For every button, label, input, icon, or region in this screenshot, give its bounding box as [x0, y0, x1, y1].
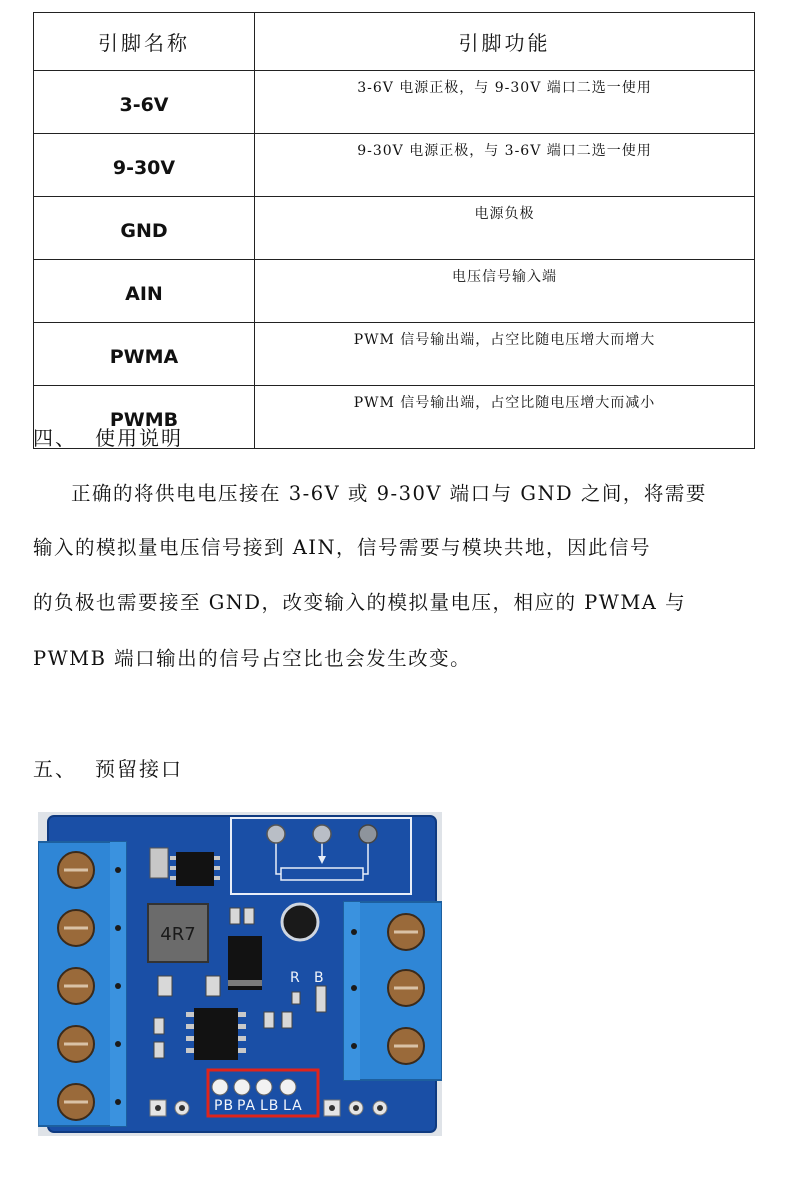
pin-name-cell: PWMB	[34, 386, 255, 449]
reserved-heading-number: 五、	[33, 757, 77, 781]
silk-label-r: R	[290, 970, 300, 986]
pin-name-cell: 3-6V	[34, 71, 255, 134]
header-pin-function: 引脚功能	[255, 13, 755, 71]
regulator-chip	[170, 852, 220, 886]
pin-label-lb: LB	[260, 1098, 280, 1114]
pin-label-la: LA	[283, 1098, 303, 1114]
pin-name-cell: PWMA	[34, 323, 255, 386]
mounting-hole	[282, 904, 318, 940]
pin-label-pb: PB	[214, 1098, 235, 1114]
table-row	[34, 197, 755, 260]
usage-line: PWMB 端口输出的信号占空比也会发生改变。	[33, 647, 472, 670]
pin-function-cell: PWM 信号输出端，占空比随电压增大而减小	[255, 386, 755, 449]
table-row	[34, 323, 755, 386]
right-terminal-block	[344, 902, 442, 1080]
pin-name-cell: 9-30V	[34, 134, 255, 197]
usage-heading-title: 使用说明	[95, 426, 183, 450]
pin-function-cell: 9-30V 电源正极，与 3-6V 端口二选一使用	[255, 134, 755, 197]
table-row	[34, 134, 755, 197]
silk-label-b: B	[314, 970, 324, 986]
inductor-label: 4R7	[160, 924, 196, 945]
table-row	[34, 71, 755, 134]
usage-heading	[33, 422, 183, 451]
pin-function-cell: 3-6V 电源正极，与 9-30V 端口二选一使用	[255, 71, 755, 134]
usage-line: 的负极也需要接至 GND，改变输入的模拟量电压，相应的 PWMA 与	[33, 591, 687, 614]
pin-function-cell: 电源负极	[255, 197, 755, 260]
table-row	[34, 260, 755, 323]
usage-line: 输入的模拟量电压信号接到 AIN，信号需要与模块共地，因此信号	[33, 536, 652, 559]
board-photo	[38, 812, 442, 1136]
pin-label-pa: PA	[237, 1098, 257, 1114]
header-pin-name: 引脚名称	[34, 13, 255, 71]
pin-name-cell: GND	[34, 197, 255, 260]
reserved-heading	[33, 753, 183, 782]
pin-function-cell: 电压信号输入端	[255, 260, 755, 323]
left-terminal-block	[38, 842, 126, 1126]
usage-line: 正确的将供电电压接在 3-6V 或 9-30V 端口与 GND 之间，将需要	[71, 482, 707, 505]
comparator-chip	[186, 1008, 246, 1060]
pin-table	[33, 12, 755, 449]
pin-name-cell: AIN	[34, 260, 255, 323]
table-header-row	[34, 13, 755, 71]
reserved-heading-title: 预留接口	[95, 757, 183, 781]
pin-function-cell: PWM 信号输出端，占空比随电压增大而增大	[255, 323, 755, 386]
usage-heading-number: 四、	[33, 426, 77, 450]
inductor	[148, 904, 208, 962]
